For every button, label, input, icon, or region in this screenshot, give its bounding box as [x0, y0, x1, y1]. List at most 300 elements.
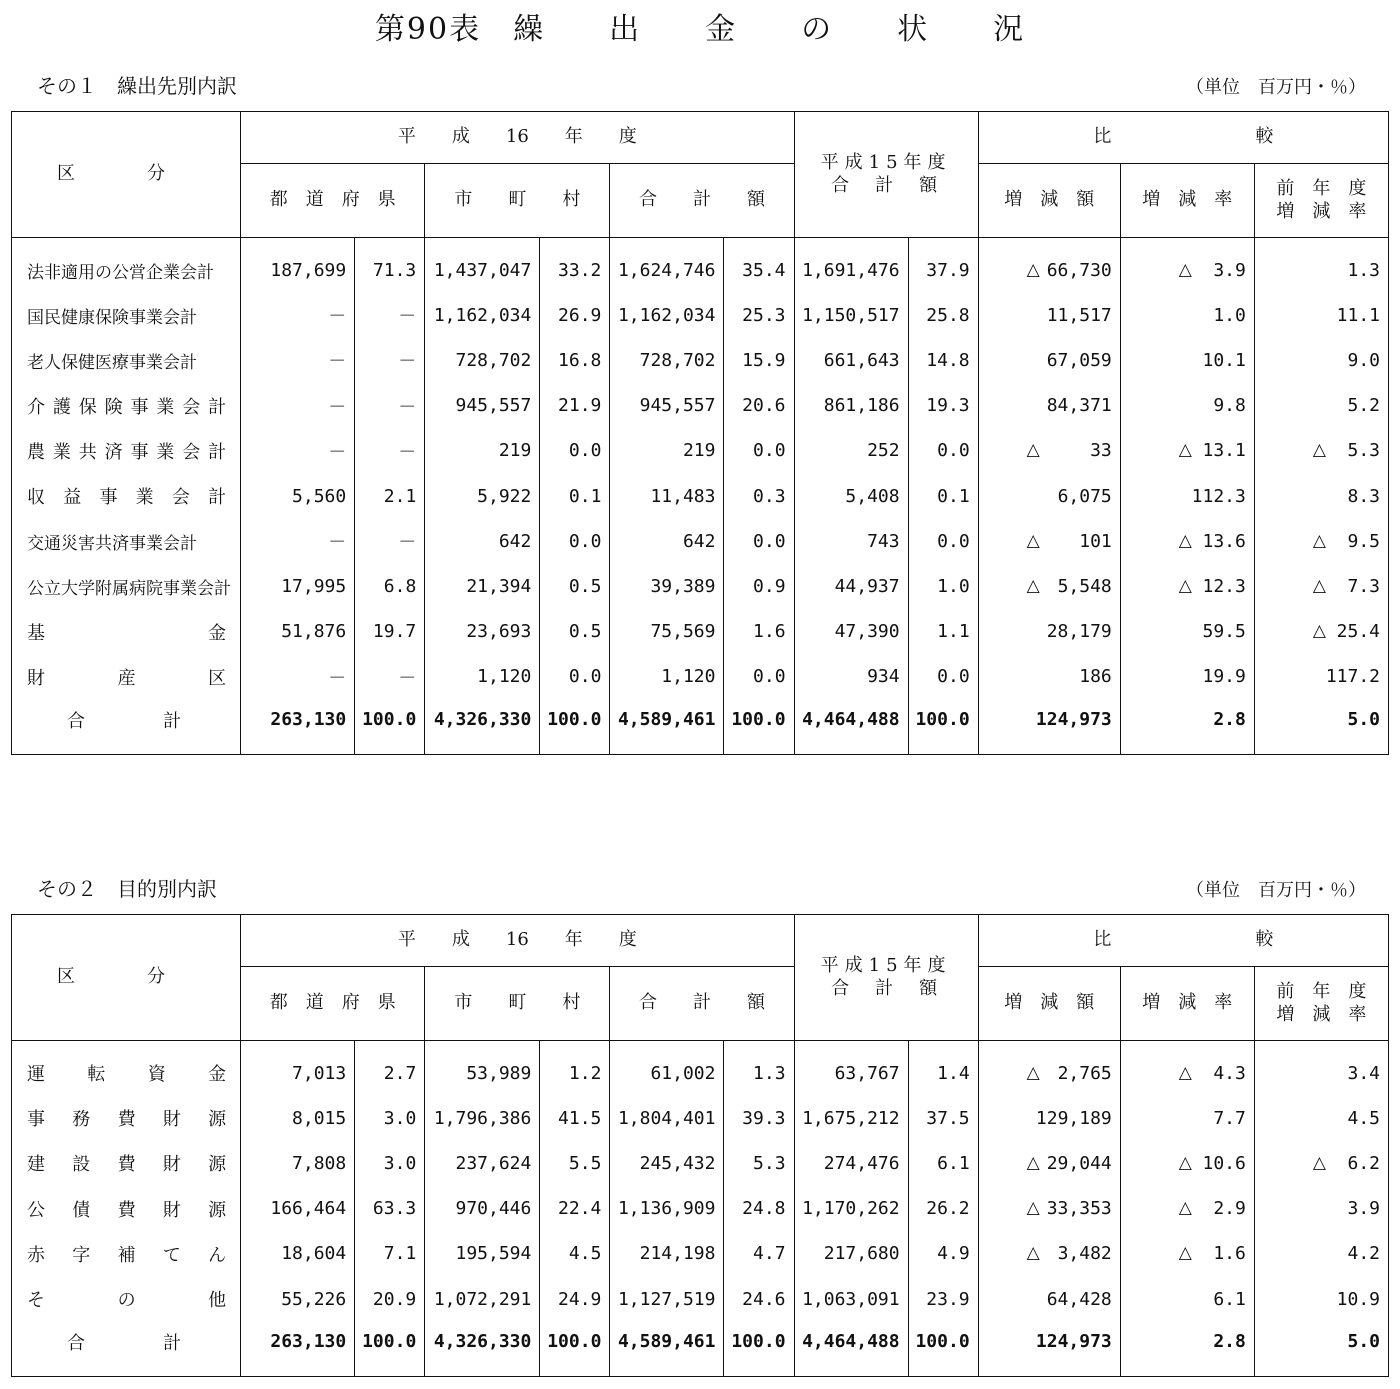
table-cell: 100.0	[724, 1322, 794, 1377]
header-h15-line1: 平成15年度	[820, 955, 952, 976]
row-label-text: 合 計	[67, 710, 182, 732]
total-row	[12, 1322, 1389, 1377]
table-cell: 1,120	[425, 654, 540, 699]
table-row	[12, 654, 1389, 699]
row-label	[12, 338, 241, 383]
table-cell: 252	[794, 428, 908, 473]
table-cell: 743	[794, 519, 908, 564]
table-cell: 22.4	[540, 1186, 610, 1231]
table-cell: 0.3	[724, 473, 794, 518]
table-cell: 6.1	[908, 1141, 978, 1186]
table-cell: 23,693	[425, 609, 540, 654]
row-label	[12, 654, 241, 699]
header-h15-line2: 合 計 額	[831, 174, 942, 196]
triangle-icon: △	[1178, 1198, 1192, 1219]
table-row	[12, 473, 1389, 518]
table-cell: －	[355, 293, 425, 338]
header-h15-line1: 平成15年度	[820, 152, 952, 173]
table-cell: 9.8	[1120, 383, 1254, 428]
row-label-text: 収 益 事 業 会 計	[27, 487, 227, 509]
table-cell: 219	[425, 428, 540, 473]
table-cell: 6.8	[355, 564, 425, 609]
table-cell: 23.9	[908, 1276, 978, 1321]
table-cell: 39,389	[610, 564, 724, 609]
header-h15	[794, 915, 978, 1041]
row-label-text: 老人保健医療事業会計	[27, 352, 197, 373]
header-h16: 平 成 16 年 度	[241, 112, 794, 164]
row-label-text: 建 設 費 財 源	[27, 1154, 227, 1176]
table-cell: 4.2	[1347, 1243, 1380, 1265]
table-subtitle: その２ 目的別内訳	[37, 877, 217, 901]
cell-value: 13.6	[1202, 530, 1246, 552]
table-cell	[978, 1141, 1120, 1186]
table-cell	[1120, 1041, 1254, 1096]
row-label	[12, 1186, 241, 1231]
table-cell: 19.9	[1120, 654, 1254, 699]
table-cell: 47,390	[794, 609, 908, 654]
table-cell: 24.9	[540, 1276, 610, 1321]
row-label-text: 公 債 費 財 源	[27, 1199, 227, 1221]
table-cell: 5.0	[1347, 1331, 1380, 1353]
table-cell: 25.3	[724, 293, 794, 338]
table-cell: －	[241, 293, 355, 338]
table-cell: 4,464,488	[794, 1322, 908, 1377]
table-cell: 1.3	[724, 1041, 794, 1096]
cell-value: 33,353	[1046, 1198, 1112, 1220]
row-label	[12, 473, 241, 518]
table-cell: 970,446	[425, 1186, 540, 1231]
row-label-text: 農 業 共 済 事 業 会 計	[27, 441, 227, 463]
table-cell: 1,162,034	[610, 293, 724, 338]
cell-value: 13.1	[1202, 440, 1246, 462]
table-cell: 5,560	[241, 473, 355, 518]
table-cell: 4,326,330	[425, 1322, 540, 1377]
row-label-text: 国民健康保険事業会計	[27, 307, 197, 328]
table-cell: 1,796,386	[425, 1096, 540, 1141]
header-zennendo-line2: 増 減 率	[1276, 1003, 1367, 1025]
header-h15	[794, 112, 978, 238]
row-label-text: 合 計	[67, 1332, 182, 1354]
table-cell: 661,643	[794, 338, 908, 383]
table-cell: 11.1	[1336, 304, 1380, 326]
table-cell: －	[241, 654, 355, 699]
cell-value: 3,482	[1057, 1243, 1112, 1265]
header-todofuken: 都 道 府 県	[241, 967, 425, 1041]
header-todofuken: 都 道 府 県	[241, 164, 425, 238]
table-cell: 100.0	[908, 1322, 978, 1377]
row-label-text: 法非適用の公営企業会計	[27, 262, 214, 283]
table-cell: 26.9	[540, 293, 610, 338]
table-cell: 642	[610, 519, 724, 564]
table-cell: 63.3	[355, 1186, 425, 1231]
table-cell: 0.5	[540, 564, 610, 609]
table-row	[12, 293, 1389, 338]
table-cell: 0.0	[540, 428, 610, 473]
table-cell: 6.1	[1120, 1276, 1254, 1321]
header-zennendo-line1: 前 年 度	[1276, 178, 1367, 199]
table-cell: 1.4	[908, 1041, 978, 1096]
table-cell	[1254, 519, 1388, 564]
table-cell: －	[241, 383, 355, 428]
table-cell: 64,428	[978, 1276, 1120, 1321]
table-cell: 44,937	[794, 564, 908, 609]
table-cell: 1,127,519	[610, 1276, 724, 1321]
table-cell: 63,767	[794, 1041, 908, 1096]
table-row	[12, 609, 1389, 654]
triangle-icon: △	[1312, 575, 1326, 596]
table-cell: 1.2	[540, 1041, 610, 1096]
table-cell	[978, 428, 1120, 473]
triangle-icon: △	[1312, 1152, 1326, 1173]
triangle-icon: △	[1026, 1062, 1040, 1083]
total-row	[12, 699, 1389, 754]
cell-value: 101	[1079, 530, 1112, 552]
table-cell: 10.1	[1120, 338, 1254, 383]
triangle-icon: △	[1026, 575, 1040, 596]
table-cell: 3.0	[355, 1096, 425, 1141]
table-cell: －	[355, 519, 425, 564]
table-cell: 19.3	[908, 383, 978, 428]
header-zougen-ritsu: 増 減 率	[1120, 967, 1254, 1041]
table-cell: －	[355, 428, 425, 473]
row-label	[12, 1041, 241, 1096]
header-goukei: 合 計 額	[610, 967, 794, 1041]
table-cell: 2.8	[1120, 699, 1254, 754]
table-cell: 4,464,488	[794, 699, 908, 754]
triangle-icon: △	[1312, 621, 1326, 642]
table-cell: 3.0	[355, 1141, 425, 1186]
header-hikaku: 比 較	[978, 915, 1388, 967]
row-label	[12, 1231, 241, 1276]
table-cell: 11,483	[610, 473, 724, 518]
triangle-icon: △	[1178, 530, 1192, 551]
page-title: 第90表 繰 出 金 の 状 況	[374, 12, 1026, 47]
table-cell: 75,569	[610, 609, 724, 654]
table-cell: 3.4	[1347, 1062, 1380, 1084]
table-cell: 0.0	[908, 428, 978, 473]
table-cell: 1.6	[724, 609, 794, 654]
header-kubun: 区 分	[12, 112, 241, 238]
table-row	[12, 428, 1389, 473]
table-cell: 61,002	[610, 1041, 724, 1096]
row-label-text: 運 転 資 金	[27, 1064, 227, 1086]
table-cell: 5.3	[724, 1141, 794, 1186]
table-cell: 0.0	[724, 519, 794, 564]
table-cell	[978, 1231, 1120, 1276]
header-kubun: 区 分	[12, 915, 241, 1041]
table-cell: 1.3	[1347, 259, 1380, 281]
table-cell: 0.0	[724, 428, 794, 473]
table-cell	[1120, 238, 1254, 293]
table-cell: 5.2	[1347, 395, 1380, 417]
table-cell: 112.3	[1120, 473, 1254, 518]
table-cell: 1,804,401	[610, 1096, 724, 1141]
table-cell: 7.7	[1120, 1096, 1254, 1141]
table-cell: 1,136,909	[610, 1186, 724, 1231]
table-cell: 21,394	[425, 564, 540, 609]
table-cell: 1,691,476	[794, 238, 908, 293]
table-cell: 10.9	[1336, 1288, 1380, 1310]
triangle-icon: △	[1178, 259, 1192, 280]
table-cell: 15.9	[724, 338, 794, 383]
table-cell: 2.1	[355, 473, 425, 518]
table-cell: 5.5	[540, 1141, 610, 1186]
cell-value: 2.9	[1213, 1198, 1246, 1220]
table-cell: 17,995	[241, 564, 355, 609]
table-cell: 237,624	[425, 1141, 540, 1186]
table-cell: －	[241, 519, 355, 564]
cell-value: 10.6	[1202, 1152, 1246, 1174]
row-label	[12, 1322, 241, 1377]
table-cell: 945,557	[425, 383, 540, 428]
table-row	[12, 1276, 1389, 1321]
cell-value: 12.3	[1202, 575, 1246, 597]
row-label	[12, 699, 241, 754]
row-label	[12, 428, 241, 473]
table-row	[12, 1186, 1389, 1231]
table-cell: 0.1	[908, 473, 978, 518]
triangle-icon: △	[1312, 530, 1326, 551]
table-cell: 26.2	[908, 1186, 978, 1231]
table-row	[12, 1141, 1389, 1186]
cell-value: 29,044	[1046, 1152, 1112, 1174]
cell-value: 25.4	[1336, 621, 1380, 643]
cell-value: 66,730	[1046, 259, 1112, 281]
table-cell: 59.5	[1120, 609, 1254, 654]
cell-value: 3.9	[1213, 259, 1246, 281]
table-cell: －	[241, 428, 355, 473]
table-row	[12, 338, 1389, 383]
table-cell: 67,059	[978, 338, 1120, 383]
table-cell: 1,150,517	[794, 293, 908, 338]
data-table	[11, 914, 1389, 1377]
table-cell	[1254, 564, 1388, 609]
row-label-text: 財 産 区	[27, 667, 227, 689]
cell-value: 4.3	[1213, 1062, 1246, 1084]
table-cell: 11,517	[978, 293, 1120, 338]
table-cell: 263,130	[241, 699, 355, 754]
table-cell: 1.0	[908, 564, 978, 609]
table-cell	[1120, 428, 1254, 473]
table-cell: 5,408	[794, 473, 908, 518]
table-cell: 728,702	[425, 338, 540, 383]
table-cell: 1,072,291	[425, 1276, 540, 1321]
table-cell: 0.0	[540, 519, 610, 564]
table-cell: 7,808	[241, 1141, 355, 1186]
header-zougen-ritsu: 増 減 率	[1120, 164, 1254, 238]
cell-value: 33	[1090, 440, 1112, 462]
table-cell: 9.0	[1347, 349, 1380, 371]
table-cell	[978, 564, 1120, 609]
table-cell: 71.3	[355, 238, 425, 293]
table-cell: 39.3	[724, 1096, 794, 1141]
table-cell: 24.6	[724, 1276, 794, 1321]
data-table	[11, 111, 1389, 755]
table-row	[12, 519, 1389, 564]
header-zennendo	[1254, 164, 1388, 238]
table-cell	[1120, 1141, 1254, 1186]
cell-value: 1.6	[1213, 1243, 1246, 1265]
table-cell: 4.7	[724, 1231, 794, 1276]
table-cell: 2.7	[355, 1041, 425, 1096]
table-cell: 217,680	[794, 1231, 908, 1276]
table-cell: 4,589,461	[610, 699, 724, 754]
table-cell: 1,063,091	[794, 1276, 908, 1321]
triangle-icon: △	[1026, 1152, 1040, 1173]
table-cell	[1254, 1141, 1388, 1186]
table-cell: 35.4	[724, 238, 794, 293]
table-cell: 214,198	[610, 1231, 724, 1276]
table-cell: 55,226	[241, 1276, 355, 1321]
table-cell: 33.2	[540, 238, 610, 293]
row-label-text: 事 務 費 財 源	[27, 1109, 227, 1131]
header-h15-line2: 合 計 額	[831, 977, 942, 999]
row-label-text: そ の 他	[27, 1290, 227, 1312]
table-cell: －	[355, 383, 425, 428]
table-cell: 4,326,330	[425, 699, 540, 754]
row-label	[12, 383, 241, 428]
table-cell: 100.0	[355, 1322, 425, 1377]
table-cell: 3.9	[1347, 1198, 1380, 1220]
table-cell: 4.5	[1347, 1107, 1380, 1129]
table-cell: 1,437,047	[425, 238, 540, 293]
row-label	[12, 1141, 241, 1186]
cell-value: 5.3	[1347, 440, 1380, 462]
table-cell: 1,624,746	[610, 238, 724, 293]
table-cell	[978, 238, 1120, 293]
triangle-icon: △	[1178, 575, 1192, 596]
row-label	[12, 238, 241, 293]
row-label	[12, 1276, 241, 1321]
triangle-icon: △	[1026, 440, 1040, 461]
table-cell: 51,876	[241, 609, 355, 654]
header-zennendo-line2: 増 減 率	[1276, 200, 1367, 222]
header-zennendo	[1254, 967, 1388, 1041]
triangle-icon: △	[1026, 1198, 1040, 1219]
table-cell: 14.8	[908, 338, 978, 383]
row-label	[12, 293, 241, 338]
table-row	[12, 564, 1389, 609]
row-label-text: 介 護 保 険 事 業 会 計	[27, 396, 227, 418]
table-cell: 7,013	[241, 1041, 355, 1096]
unit-label: （単位 百万円・％）	[1186, 880, 1366, 901]
table-cell	[1254, 428, 1388, 473]
unit-label: （単位 百万円・％）	[1186, 77, 1366, 98]
header-goukei: 合 計 額	[610, 164, 794, 238]
cell-value: 9.5	[1347, 530, 1380, 552]
table-cell: 728,702	[610, 338, 724, 383]
row-label	[12, 1096, 241, 1141]
table-cell	[978, 519, 1120, 564]
table-cell: 4.9	[908, 1231, 978, 1276]
table-cell: 642	[425, 519, 540, 564]
table-cell: 37.9	[908, 238, 978, 293]
table-cell: 18,604	[241, 1231, 355, 1276]
table-cell: 7.1	[355, 1231, 425, 1276]
cell-value: 7.3	[1347, 575, 1380, 597]
header-h16: 平 成 16 年 度	[241, 915, 794, 967]
header-zennendo-line1: 前 年 度	[1276, 981, 1367, 1002]
triangle-icon: △	[1026, 259, 1040, 280]
triangle-icon: △	[1178, 1062, 1192, 1083]
table-cell: 41.5	[540, 1096, 610, 1141]
table-cell: 8.3	[1347, 485, 1380, 507]
triangle-icon: △	[1178, 1152, 1192, 1173]
table-cell: 124,973	[978, 699, 1120, 754]
table-row	[12, 383, 1389, 428]
table-cell: 245,432	[610, 1141, 724, 1186]
table-cell: 100.0	[540, 699, 610, 754]
header-zougen-gaku: 増 減 額	[978, 164, 1120, 238]
table-cell: 20.9	[355, 1276, 425, 1321]
header-zougen-gaku: 増 減 額	[978, 967, 1120, 1041]
table-row	[12, 1041, 1389, 1096]
header-hikaku: 比 較	[978, 112, 1388, 164]
triangle-icon: △	[1026, 530, 1040, 551]
table-cell: 19.7	[355, 609, 425, 654]
table-cell: 4,589,461	[610, 1322, 724, 1377]
table-cell: 1,162,034	[425, 293, 540, 338]
table-cell: 274,476	[794, 1141, 908, 1186]
row-label-text: 赤 字 補 て ん	[27, 1244, 227, 1266]
table-cell: 5.0	[1347, 709, 1380, 731]
table-cell: 4.5	[540, 1231, 610, 1276]
table-cell: 0.0	[908, 519, 978, 564]
cell-value: 5,548	[1057, 575, 1112, 597]
header-shichoson: 市 町 村	[425, 164, 610, 238]
table-cell	[978, 1186, 1120, 1231]
table-cell	[1120, 564, 1254, 609]
row-label-text: 交通災害共済事業会計	[27, 533, 197, 554]
triangle-icon: △	[1178, 440, 1192, 461]
table-cell: 37.5	[908, 1096, 978, 1141]
table-cell: 20.6	[724, 383, 794, 428]
table-cell: 2.8	[1120, 1322, 1254, 1377]
table-cell: 187,699	[241, 238, 355, 293]
table-cell: 0.5	[540, 609, 610, 654]
table-row	[12, 238, 1389, 293]
table-row	[12, 1231, 1389, 1276]
table-cell: 166,464	[241, 1186, 355, 1231]
table-cell: 8,015	[241, 1096, 355, 1141]
table-cell: 263,130	[241, 1322, 355, 1377]
row-label	[12, 519, 241, 564]
table-cell: 129,189	[978, 1096, 1120, 1141]
table-cell: 861,186	[794, 383, 908, 428]
table-cell: 1.0	[1120, 293, 1254, 338]
table-cell: 100.0	[724, 699, 794, 754]
table-cell: 195,594	[425, 1231, 540, 1276]
triangle-icon: △	[1178, 1243, 1192, 1264]
table-cell: 124,973	[978, 1322, 1120, 1377]
table-cell: 934	[794, 654, 908, 699]
table-row	[12, 1096, 1389, 1141]
table-cell: 945,557	[610, 383, 724, 428]
row-label	[12, 609, 241, 654]
table-cell: 100.0	[540, 1322, 610, 1377]
triangle-icon: △	[1026, 1243, 1040, 1264]
table-cell: 6,075	[978, 473, 1120, 518]
table-cell: 25.8	[908, 293, 978, 338]
cell-value: 6.2	[1347, 1152, 1380, 1174]
table-cell: 1.1	[908, 609, 978, 654]
table-cell: 53,989	[425, 1041, 540, 1096]
row-label	[12, 564, 241, 609]
table-cell: 186	[978, 654, 1120, 699]
triangle-icon: △	[1312, 440, 1326, 461]
table-cell: 0.0	[724, 654, 794, 699]
table-cell: 84,371	[978, 383, 1120, 428]
